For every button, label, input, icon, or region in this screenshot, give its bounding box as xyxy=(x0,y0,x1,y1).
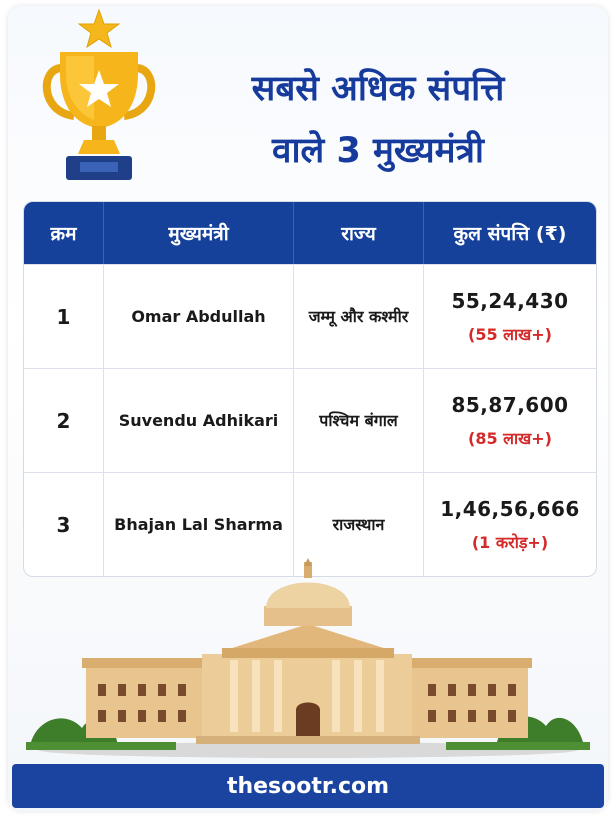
site-name[interactable]: thesootr.com xyxy=(226,773,390,799)
header-total-assets: कुल संपत्ति (₹) xyxy=(453,223,567,245)
state-cell: राजस्थान xyxy=(294,473,424,576)
table-row xyxy=(24,264,596,368)
asset-amount: 1,46,56,666 xyxy=(440,496,580,521)
asset-approx: (1 करोड़+) xyxy=(471,532,549,552)
asset-amount: 55,24,430 xyxy=(451,288,569,313)
header-rank: क्रम xyxy=(24,202,104,264)
page-title xyxy=(178,58,578,182)
name-cell: Suvendu Adhikari xyxy=(104,369,294,472)
legislative-building-illustration xyxy=(26,558,590,758)
asset-approx: (55 लाख+) xyxy=(468,324,552,344)
infographic-card xyxy=(8,6,608,811)
asset-approx: (85 लाख+) xyxy=(468,428,552,448)
assets-cell xyxy=(424,369,596,472)
trophy-icon xyxy=(34,8,164,188)
state-cell: जम्मू और कश्मीर xyxy=(294,265,424,368)
rank-cell: 2 xyxy=(24,369,104,472)
assets-cell xyxy=(424,265,596,368)
asset-amount: 85,87,600 xyxy=(451,392,569,417)
name-cell: Omar Abdullah xyxy=(104,265,294,368)
title-line-2: वाले 3 मुख्यमंत्री xyxy=(272,131,484,171)
table-row xyxy=(24,368,596,472)
header-chief-minister: मुख्यमंत्री xyxy=(104,202,294,264)
title-line-1: सबसे अधिक संपत्ति xyxy=(251,69,505,109)
footer-banner xyxy=(12,764,604,808)
assets-table xyxy=(23,201,597,577)
table-header xyxy=(24,202,596,264)
name-cell: Bhajan Lal Sharma xyxy=(104,473,294,576)
header-state: राज्य xyxy=(294,202,424,264)
rank-cell: 1 xyxy=(24,265,104,368)
state-cell: पश्चिम बंगाल xyxy=(294,369,424,472)
rank-cell: 3 xyxy=(24,473,104,576)
